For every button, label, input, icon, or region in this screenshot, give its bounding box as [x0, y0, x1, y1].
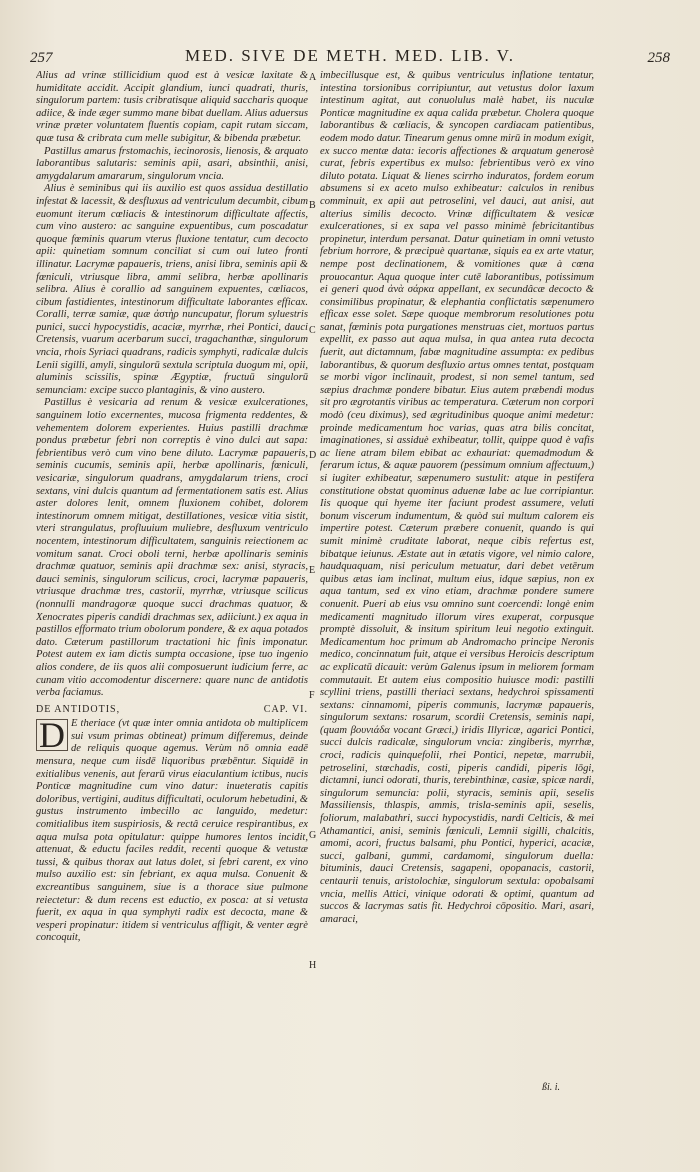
section-letter: E [309, 565, 316, 576]
chapter-text: E theriace (vt quæ inter omnia antidota ob multiplicem sui vsum primas obtineat) primum differemus, deinde de reliquis quoque agemus. Verùm nō omnia eadē mensura, neque cum iisdē liquoribus præbēntur. Siquidē in exitialibus venenis, aut ferarū virus eiaculantium ictibus, nucis Ponticæ magnitudine cum vino datur: inueteratis capitis doloribus, vertigini, auditus difficultati, oculorum hebetudini, & gustus instrumento imbecillo ac languido, medetur: comitialibus item suspiriosis, & rectâ ceruice respirantibus, ex aqua mulsa pota opitulatur: quippe humores lentos incidit, attenuat, & eductu faciles reddit, recenti quoque & vetustæ tussi, & quibus thorax aut latus dolet, si febri carent, ex vino mulso auxilio est: sin febriant, ex aqua mulsa. Conuenit & excreantibus sanguinem, siue is a thorace siue pulmone reiectetur: & dum recens est eductio, ex posca: at si vetusta fuerit, ex aqua in qua symphyti radix est decocta, mane & vesperi propinatur: itidem si ventriculus affligit, & venter ægrè concoquit, [36, 718, 308, 944]
chapter-heading [36, 704, 308, 717]
section-letter: C [309, 325, 316, 336]
paragraph: Alius è seminibus qui iis auxilio est quos assidua destillatio infestat & lacessit, & desfluxus ad ventriculum decumbit, cibum euomunt iterum cœliacis & intestinorum difficultate affectis, cum vino austero: ac sanguine expuentibus, cum poscadatur quoque fœminis quarum vterus fluxione tentatur, cum decocto apii: quinetiam somnum conciliat si cum oui luteo fronti illinatur. Lacrymæ papaueris, triens, anisi libra, seminis apii & fœniculi, vtriusque libra, ammi selibra, herbæ apollinaris selibra. Alius è corallio ad sanguinem expuentes, cœliacos, cibum fastidientes, intestinorum difficultate laborantes efficax. Coralli, terræ samiæ, quæ ἀστὴρ nuncupatur, florum syluestris punici, succi hypocystidis, acaciæ, myrrhæ, rhei Pontici, dauci Cretensis, vuarum acerbarum succi, tragachanthæ, singulorum vncia, rhois Syriaci quadrans, radicis symphyti, radicalæ dulcis Lenii sigilli, amyli, singulorū sextula scriptula duogum mi, opii, aluminis scissilis, spinæ Ægyptiæ, fructuū singulorū semunciam: excipe succo plantaginis, & vino austero. [36, 183, 308, 396]
paragraph: Pastillus amarus frstomachis, iecinorosis, lienosis, & arquato laborantibus salutaris: seminis apii, asari, absinthii, anisi, amygdalarum amararum, singulorum vncia. [36, 145, 308, 182]
section-letter: G [309, 830, 317, 841]
section-letter: F [309, 690, 315, 701]
section-letter: A [309, 72, 317, 83]
section-letter: D [309, 450, 317, 461]
chapter-number: CAP. VI. [263, 703, 308, 715]
right-column [320, 70, 594, 1080]
section-letter: H [309, 960, 317, 971]
running-title: MED. SIVE DE METH. MED. LIB. V. [184, 46, 516, 65]
section-letter: B [309, 200, 316, 211]
left-column [36, 70, 308, 1080]
drop-capital: D [36, 719, 68, 751]
paragraph: imbecillusque est, & quibus ventriculus inflatione tentatur, intestina torsionibus corripiuntur, aut vetustus dolor laxum intestinum agitat, aut conuolulus malè habet, iis nuculæ Ponticæ magnitudine ex aqua calida præbetur. Cholera quoque laborantibus & cœliacis, & syncopen cardiacam patientibus, eodem modo datur. Tinearum genus omne mirū in modum exigit, ex succo mentæ data: iecoris affectiones & arquatum generosè curat, febris expertibus ex mulso: febrientibus verò ex vino diluto potata. Liquat & lienes scirrho induratos, fordem eorum absumens si ex aceto mulso exhibeatur: calculos in renibus comminuit, ex apii aut petroselini, vel dauci, aut anisi, aut alterius similis decocto. Vrinæ difficultatem & vesicæ exulcerationes, si ex sapa vel passo minimè febricitantibus propinetur, interdum persanat. Datur quinetiam in omni vetusto febrium horrore, & præcipuè quartanæ, siquis ea ex arte vtatur, nempe post declinationem, & vomitiones quæ à cœna prouocantur. Aqua quoque inter cutē laborantibus, potissimum ei generi quod ἀνὰ σάρκα appellant, ex secundâcæ decocto & consimilibus propinatur, & elephantia conflictatis sæpenumero efficax esse solet. Sæpe quoque membrorum resolutiones potu sanat, fœminis pota purgationes menstruas ciet, mortuos partus expellit, ex passo aut aqua mulsa, in qua antea ruta decocta fuerit, aut dictamnum, fabæ magnitudine assumpta: ex pedibus laborantibus, & quorum desfluxio artus omnes tentat, postquam se morbi vigor inclinauit, prodest, si non semel tantum, sed sæpius drachmæ pondere bibatur. Eius autem præbendi modus sit pro ægrotantis viribus ac temperatura. Cæterum non corpori modò (ceu diximus), sed ægritudinibus quoque animi medetur: proinde medicamentum hoc varias, quas atra bilis concitat, imaginationes, si assiduè exhibeatur, tollit, quippe quod è vafis ac liene atram bilem ebibat ac exhauriat: quemadmodum & ferarum ictus, & aquæ pauorem (pessimum omnium affectuum,) si iugiter exhibeatur, sæpenumero sustulit: atque in pestifera constitutione obstat quominus aduenæ labe ac lue corripiantur. Iis quoque qui hyeme iter faciunt prodest assumere, veluti bonum viscerum indumentum, & quòd sui multum calorem eis impertire potest. Cæterum præbere conuenit, quando is qui sumit minimè cruditate laborat, neque cibis refertus est, bibatque ieiunus. Æstate aut in ætatis vigore, vel nimio calore, haudquaquam, nisi periculum metuatur, dari debet vetērum quibus ætas iam inclinat, multum eius, idque sæpius, non ex aqua tantum, sed ex vino etiam, drachmæ pondere sumere conuenit. Pueri ab eius vsu omnino sunt coercendi: longè enim medicamenti magnitudo illorum vires exuperat, corpusque promptè dissoluit, & insitum spiritum leui negotio extinguit. Medicamentum hoc primum ab Andromacho principe Neronis medico, concinnatum fuit, atque ei versibus Heroicis descriptum ac explicatū dicauit: verùm Galenus ipsum in meliorem formam commutauit. Et autem eius compositio huiusce modi: pastilli scyllini triens, pastilli theriaci sextans, hedychroi spissamenti sextans: cinnamomi, piperis communis, lacrymæ papaueris, singulorum sextans: rosarum, scordii Cretensis, seminis napi, (quam βουνιάδα vocant Græci,) iridis Illyricæ, agarici Pontici, succi dulcis radicalæ, singulorum vncia: zingiberis, myrrhæ, croci, radicis quinquefolii, rhei Pontici, nepetæ, marrubii, petroselini, stœchadis, costi, piperis candidi, piperis lōgi, dictamni, iunci odorati, thuris, terebinthinæ, casiæ, spicæ nardi, singulorum semuncia: polii, styracis, seminis apii, seselis Massiliensis, thlaspis, ammis, trisla-seminis apii, seselis, foliorum, malabathri, succi hypocystidis, nardi Celticis, & mei Athamantici, anisi, seminis fœniculi, Lemnii sigilli, chalcitis, amomi, acori, fructus balsami, phu Pontici, hyperici, acaciæ, succi, galbani, gummi, cardamomi, singulorum duella: bituminis, dauci Cretensis, sagapeni, opopanacis, castorii, centaurii tenuis, aristolochiæ, singulorum sextula: opobalsami vncia, mellis Attici, vinique odorati & optimi, quantum ad succos & lacrymas satis fit. Hedychroi cōpositio. Mari, asari, amaraci, [320, 70, 594, 925]
paragraph: Pastillus è vesicaria ad renum & vesicæ exulcerationes, sanguinem lotio excernentes, mucosa frigmenta reddentes, & vehementem dolorem experientes. Huius pastilli drachmæ pondus præbetur febri non correptis è vino dulci aut sapa: febrientibus verò cum vino bene diluto. Lacrymæ papaueris, seminis cucumis, seminis apii, herbæ apollinaris, fœniculi, vesicariæ, singulorum quadrans, amygdalarum triens, croci sextans, vini dulcis quantum ad fermentationem satis est. Alius aster dolores lenit, omnem fluxionem cohibet, dolorem intestinorum omnem mitigat, destillationes, vesicæ vitia sistit, vteri strangulatus, profluuium muliebre, desfluxum ventriculo nocentem, intestinorum difficultatem, sanguinis reiectionem ac vomitum sanat. Croci oboli terni, herbæ apollinaris seminis drachmæ quatuor, seminis apii drachmæ sex: anisi, styracis, dauci seminis, singulorum scilicus, croci, lacrymæ papaueris, vtriusque drachmæ tres, castorii, myrrhæ, vtriusque scilicus (nonnulli mandragoræ quoque succi drachmas quatuor, & Xenocrates piperis candidi drachmas sex, adiiciunt.) ex aqua in pastillos efformato trium obolorum pondere, & ex aqua potados dato. Cæterum pastillorum tractationi hic finis imponatur. Potest autem ex iam dictis sumpta occasione, ipse tuo ingenio alios condere, de iis quos alii composuerunt iudicium ferre, ac cunam vitio accomodentur discernere: quare nunc de antidotis verba faciamus. [36, 397, 308, 699]
left-folio: 257 [30, 50, 53, 66]
page-header [30, 46, 670, 70]
chapter-label: DE ANTIDOTIS, [36, 703, 121, 715]
chapter-paragraph [36, 715, 308, 945]
catchword: ßi. i. [542, 1082, 561, 1093]
right-folio: 258 [647, 50, 670, 66]
paragraph: Alius ad vrinæ stillicidium quod est à vesicæ laxitate & humiditate accidit. Accipit glandium, iunci quadrati, thuris, singulorum partem: tusis cribratisque aliquid saccharis quoque adiice, & inde æger summo mane bibat duellam. Alius aduersus vrinæ præter voluntatem fluentis copiam, capit rutam siccam, quæ tusa & cribrata cum melle subigitur, & bibenda præbetur. [36, 70, 308, 144]
